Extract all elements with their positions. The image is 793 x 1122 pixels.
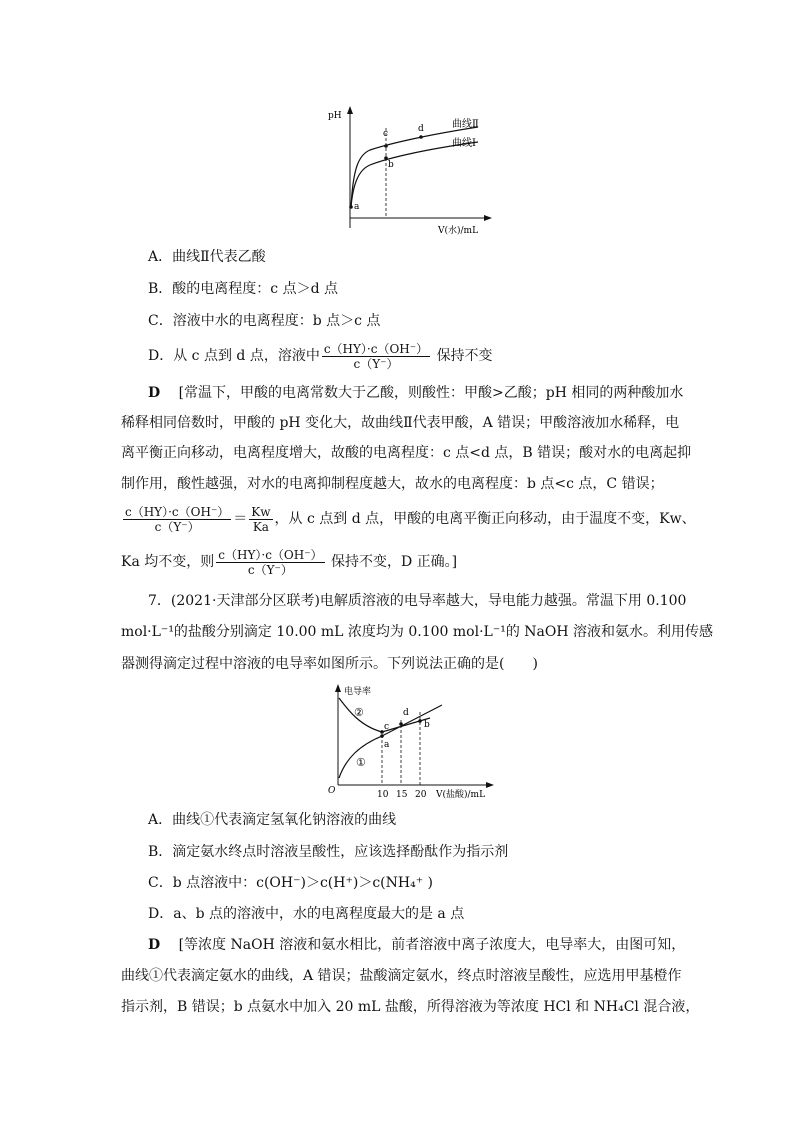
q6-option-d-prefix: D．从 c 点到 d 点，溶液中 [148, 348, 320, 364]
q6-explanation-line1 [148, 383, 683, 403]
q6-explanation-line3: 离平衡正向移动，电离程度增大，故酸的电离程度：c 点<d 点，B 错误；酸对水的电离起抑 [121, 445, 692, 461]
q7-explanation-line1 [148, 935, 685, 955]
point-d-label: d [418, 124, 424, 134]
q6-exp-line6-suffix: 保持不变，D 正确。] [331, 554, 458, 570]
tick-10: 10 [377, 790, 389, 800]
exp-fraction-ratio [123, 505, 231, 534]
y-axis-label: pH [328, 111, 342, 121]
q7-exp-text-1: [等浓度 NaOH 溶液和氨水相比，前者溶液中离子浓度大，电导率大，由图可知， [178, 937, 686, 953]
figure-ph-dilution [320, 100, 500, 240]
equals-sign: ＝ [233, 511, 248, 527]
point-d-marker [399, 722, 403, 726]
q6-explanation-line5 [121, 502, 696, 536]
point-d-label: d [403, 708, 409, 718]
q6-exp-line5-suffix: ，从 c 点到 d 点，甲酸的电离平衡正向移动，由于温度不变，Kw、 [274, 511, 696, 527]
q6-option-d-suffix: 保持不变 [436, 348, 493, 364]
point-c-label: c [383, 129, 389, 139]
fraction-denominator: c（Y⁻） [247, 562, 293, 577]
fraction-numerator: c（HY）·c（OH⁻） [323, 341, 429, 356]
q7-stem-line3: 器测得滴定过程中溶液的电导率如图所示。下列说法正确的是( ) [121, 656, 538, 672]
fraction-numerator: c（HY）·c（OH⁻） [218, 547, 323, 562]
q6-option-c: C．溶液中水的电离程度：b 点＞c 点 [148, 313, 381, 329]
q6-option-d [148, 340, 493, 372]
q7-option-a: A．曲线①代表滴定氢氧化钠溶液的曲线 [148, 812, 397, 828]
tick-20: 20 [415, 790, 427, 800]
fraction-denominator: c（Y⁻） [353, 356, 399, 371]
q7-stem-line1: 7．(2021·天津部分区联考)电解质溶液的电导率越大，导电能力越强。常温下用 0.100 [148, 593, 687, 609]
y-axis-label: 电导率 [344, 687, 372, 697]
q7-stem-line2: mol·L⁻¹的盐酸分别滴定 10.00 mL 浓度均为 0.100 mol·L⁻¹的 NaOH 溶液和氨水。利用传感 [121, 624, 714, 640]
point-c-label: c [384, 722, 390, 732]
point-b-marker [418, 719, 422, 723]
curve-1-label: 曲线Ⅰ [452, 138, 476, 149]
point-a-marker [380, 734, 384, 738]
point-c-marker [384, 144, 388, 148]
q6-exp-line6-prefix: Ka 均不变，则 [121, 554, 215, 570]
fraction-denominator: Ka [252, 519, 269, 534]
q6-option-d-fraction [322, 342, 430, 371]
x-axis-arrow [486, 782, 494, 788]
point-b-label: b [424, 720, 430, 730]
point-b-label: b [388, 160, 394, 170]
q6-explanation-line6 [121, 545, 457, 579]
tick-15: 15 [396, 790, 408, 800]
y-axis-arrow [347, 106, 353, 114]
origin-label: O [328, 786, 336, 796]
curve-2-label: 曲线Ⅱ [452, 119, 479, 130]
q7-explanation-line2: 曲线①代表滴定氨水的曲线，A 错误；盐酸滴定氨水，终点时溶液呈酸性，应选用甲基橙作 [121, 968, 682, 984]
point-a-label: a [354, 202, 360, 212]
y-axis-arrow [335, 684, 341, 692]
q6-explanation-line2: 稀释相同倍数时，甲酸的 pH 变化大，故曲线Ⅱ代表甲酸，A 错误；甲酸溶液加水稀释，电 [121, 415, 680, 431]
q7-option-c: C．b 点溶液中：c(OH⁻)＞c(H⁺)＞c(NH₄⁺ ) [148, 875, 434, 891]
point-d-marker [419, 135, 423, 139]
q7-option-b: B．滴定氨水终点时溶液呈酸性，应该选择酚酞作为指示剂 [148, 844, 509, 860]
curve-1-label: ① [356, 756, 366, 769]
point-a-marker [349, 205, 353, 209]
curve-2-label: ② [354, 706, 364, 719]
curve-1 [351, 142, 478, 207]
q6-option-b: B．酸的电离程度：c 点＞d 点 [148, 281, 338, 297]
figure-conductivity-titration [320, 680, 500, 802]
q7-option-d: D．a、b 点的溶液中，水的电离程度最大的是 a 点 [148, 906, 465, 922]
q7-explanation-line3: 指示剂，B 错误；b 点氨水中加入 20 mL 盐酸，所得溶液为等浓度 HCl 和 NH₄Cl 混合液， [121, 999, 700, 1015]
exp-fraction-ratio-2 [216, 548, 324, 577]
exp-fraction-kw-ka [249, 505, 272, 534]
q6-answer-letter: D [148, 385, 161, 401]
fraction-numerator: c（HY）·c（OH⁻） [125, 504, 230, 519]
q7-answer-letter: D [148, 937, 161, 953]
fraction-numerator: Kw [251, 504, 271, 519]
q6-exp-text-1: [常温下，甲酸的电离常数大于乙酸，则酸性：甲酸>乙酸；pH 相同的两种酸加水 [178, 385, 684, 401]
x-axis-label: V(水)/mL [438, 226, 479, 236]
x-axis-label: V(盐酸)/mL [436, 790, 486, 800]
x-axis-arrow [484, 215, 492, 221]
q6-explanation-line4: 制作用，酸性越强，对水的电离抑制程度越大，故水的电离程度：b 点<c 点，C 错误； [121, 476, 664, 492]
fraction-denominator: c（Y⁻） [154, 519, 200, 534]
q6-option-a: A．曲线Ⅱ代表乙酸 [148, 249, 266, 265]
point-a-label: a [384, 740, 390, 750]
